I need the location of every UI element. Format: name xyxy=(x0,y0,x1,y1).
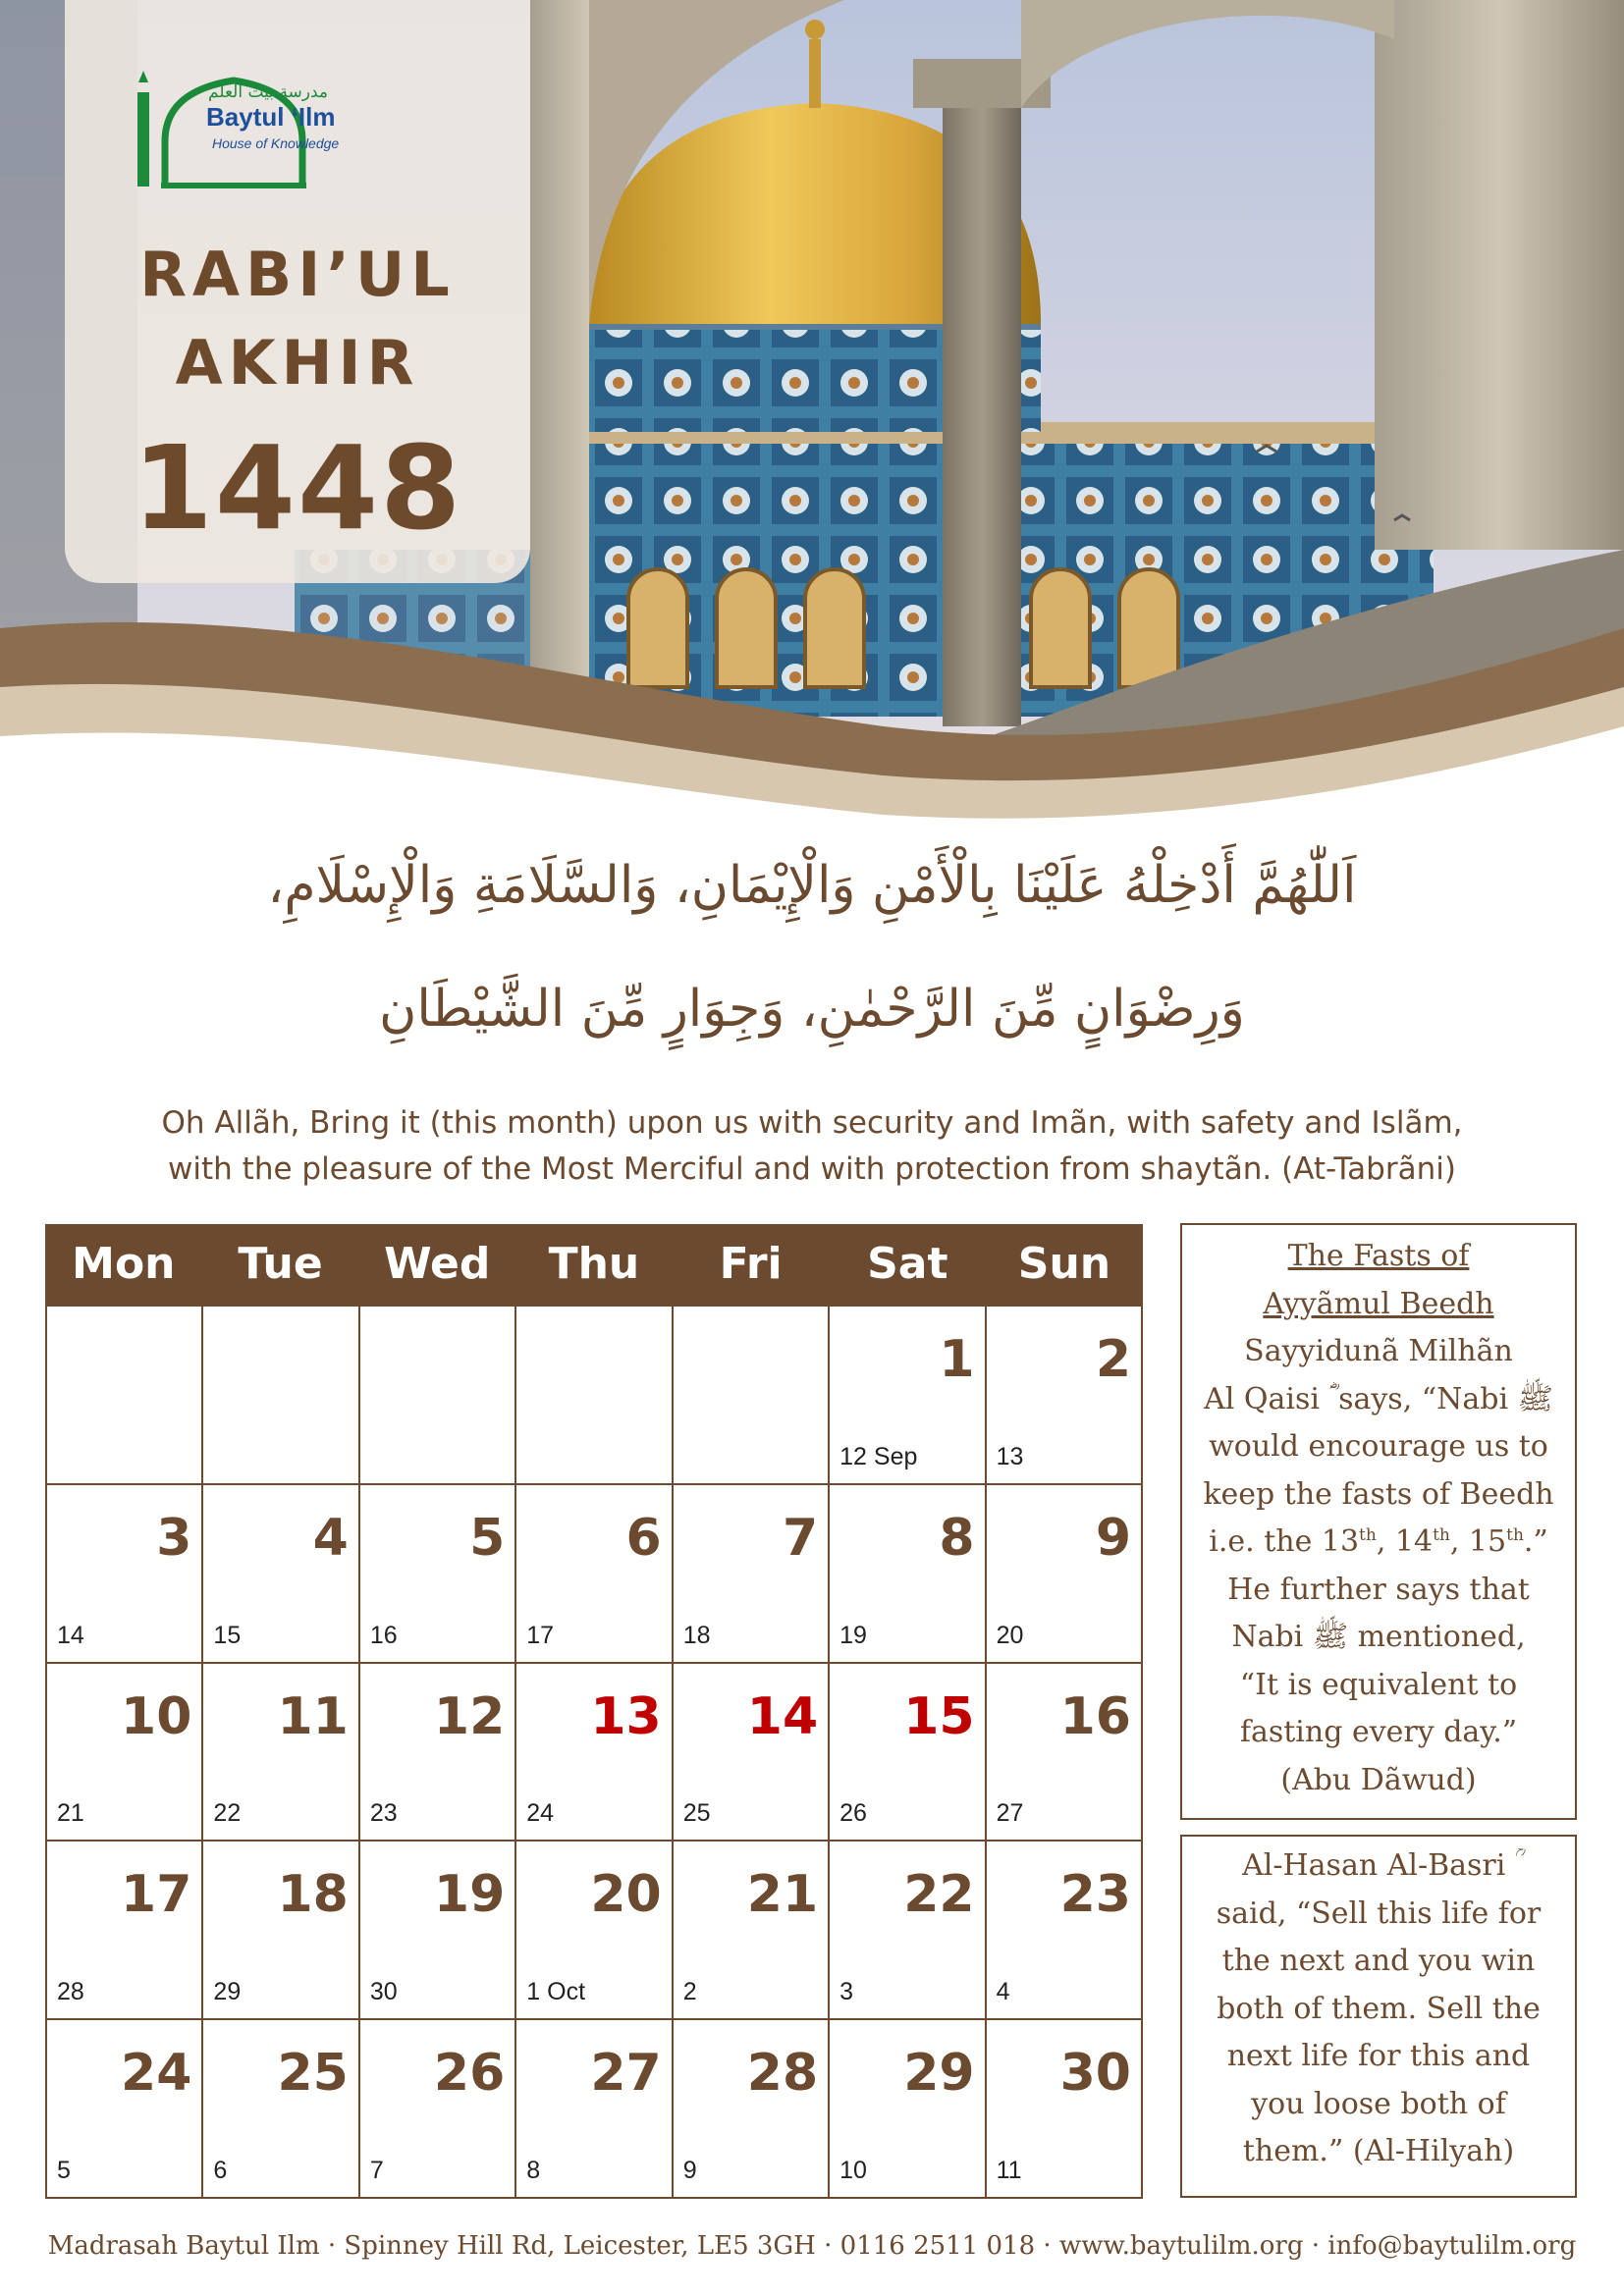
quote-text: the next and you win xyxy=(1221,1944,1536,1978)
gregorian-date: 17 xyxy=(526,1621,555,1649)
gregorian-date: 6 xyxy=(213,2157,228,2184)
fasts-box-text: would encourage us to xyxy=(1209,1429,1548,1464)
hijri-day-number: 6 xyxy=(625,1508,662,1568)
hijri-day-number: 30 xyxy=(1059,2044,1131,2104)
gregorian-date: 21 xyxy=(57,1799,84,1828)
gregorian-date: 20 xyxy=(996,1621,1024,1649)
gregorian-date: 26 xyxy=(839,1799,867,1828)
calendar-day-cell xyxy=(674,1842,830,2020)
hijri-day-number: 23 xyxy=(1059,1865,1131,1925)
calendar-day-cell xyxy=(47,1485,203,1664)
dates-text: i.e. the 13 xyxy=(1209,1524,1360,1559)
calendar-day-cell xyxy=(830,1307,986,1485)
gregorian-date: 5 xyxy=(57,2157,71,2184)
calendar-day-cell xyxy=(360,1842,516,2020)
gregorian-date: 7 xyxy=(369,2157,384,2184)
fasts-box-text: Al Qaisi ؓ says, “Nabi ﷺ xyxy=(1204,1381,1553,1416)
calendar-day-cell xyxy=(203,1307,359,1485)
quote-text: you loose both of xyxy=(1251,2086,1506,2121)
hijri-day-number: 1 xyxy=(939,1330,975,1389)
fasts-box-text: fasting every day.” xyxy=(1239,1715,1518,1749)
dua-translation-line2: with the pleasure of the Most Merciful and with protection from shaytãn. (At-Tabrãni) xyxy=(168,1151,1456,1187)
gregorian-date: 8 xyxy=(526,2157,541,2184)
hijri-day-number: 15 xyxy=(903,1686,975,1746)
hijri-day-number: 28 xyxy=(746,2044,819,2104)
logo-name: Baytul ‘Ilm xyxy=(206,102,336,132)
calendar-day-cell xyxy=(830,2020,986,2199)
hijri-day-number: 12 xyxy=(433,1686,506,1746)
gregorian-date: 22 xyxy=(213,1799,242,1828)
fasts-box-text: keep the fasts of Beedh xyxy=(1203,1476,1554,1512)
calendar-day-cell xyxy=(674,1664,830,1842)
gregorian-date: 19 xyxy=(839,1621,867,1649)
hijri-day-number: 13 xyxy=(590,1686,662,1746)
calendar-day-cell xyxy=(830,1664,986,1842)
fasts-box-title-line2: Ayyãmul Beedh xyxy=(1263,1286,1494,1321)
hasan-basri-quote-box xyxy=(1180,1835,1577,2198)
calendar-day-cell xyxy=(987,2020,1143,2199)
hijri-day-number: 24 xyxy=(121,2044,192,2104)
hijri-day-number: 17 xyxy=(121,1865,192,1925)
dates-text: , 14 xyxy=(1376,1524,1434,1559)
calendar-day-cell xyxy=(203,1485,359,1664)
month-name-line2: AKHIR xyxy=(175,327,420,399)
dates-text: , 15 xyxy=(1449,1524,1507,1559)
gregorian-date: 1 Oct xyxy=(526,1978,586,2006)
gregorian-date: 13 xyxy=(996,1442,1024,1470)
calendar-day-cell xyxy=(47,1842,203,2020)
fasts-box-text: “It is equivalent to xyxy=(1239,1667,1518,1702)
weekday-tue: Tue xyxy=(238,1239,323,1289)
weekday-sun: Sun xyxy=(1017,1239,1111,1289)
calendar-day-cell xyxy=(674,1307,830,1485)
quote-text: Al-Hasan Al-Basri ؒ xyxy=(1242,1848,1515,1883)
dua-translation-line1: Oh Allãh, Bring it (this month) upon us with security and Imãn, with safety and Islãm, xyxy=(161,1105,1463,1141)
calendar-day-cell xyxy=(516,1307,673,1485)
month-calendar xyxy=(45,1224,1143,2199)
dua-arabic-line2: وَرِضْوَانٍ مِّنَ الرَّحْمٰنِ، وَجِوَارٍ مِّنَ الشَّيْطَانِ xyxy=(379,980,1245,1039)
calendar-day-cell xyxy=(360,1664,516,1842)
gregorian-date: 28 xyxy=(57,1978,84,2006)
dua-arabic-line1: اَللّٰهُمَّ أَدْخِلْهُ عَلَيْنَا بِالْأَمْنِ وَالْإِيْمَانِ، وَالسَّلَامَةِ وَالْإِسْلَامِ، xyxy=(267,856,1357,915)
gregorian-date: 29 xyxy=(213,1978,242,2006)
quote-text: both of them. Sell the xyxy=(1217,1991,1541,2026)
gregorian-date: 14 xyxy=(57,1621,84,1649)
hijri-day-number: 14 xyxy=(746,1686,819,1746)
weekday-thu: Thu xyxy=(548,1239,640,1289)
calendar-grid xyxy=(45,1305,1143,2199)
calendar-day-cell xyxy=(674,1485,830,1664)
gregorian-date: 10 xyxy=(839,2157,867,2184)
fasts-box-title-line1: The Fasts of xyxy=(1287,1239,1470,1273)
gregorian-date: 23 xyxy=(369,1799,398,1828)
gregorian-date: 9 xyxy=(682,2157,697,2184)
madrasah-logo xyxy=(135,65,401,192)
calendar-day-cell xyxy=(830,1485,986,1664)
hijri-day-number: 5 xyxy=(469,1508,506,1568)
hijri-day-number: 16 xyxy=(1059,1686,1131,1746)
gregorian-date: 11 xyxy=(996,2157,1022,2184)
gregorian-date: 3 xyxy=(839,1978,854,2006)
hijri-year: 1448 xyxy=(132,420,463,556)
gregorian-date: 18 xyxy=(682,1621,711,1649)
hijri-day-number: 29 xyxy=(903,2044,975,2104)
fasts-box-text: Nabi ﷺ mentioned, xyxy=(1231,1620,1526,1654)
hijri-day-number: 10 xyxy=(121,1686,192,1746)
ordinal-suffix: th xyxy=(1359,1525,1377,1545)
hijri-day-number: 19 xyxy=(433,1865,506,1925)
weekday-sat: Sat xyxy=(867,1239,948,1289)
calendar-day-cell xyxy=(360,1307,516,1485)
hijri-day-number: 20 xyxy=(590,1865,662,1925)
calendar-day-cell xyxy=(360,2020,516,2199)
gregorian-date: 24 xyxy=(526,1799,555,1828)
logo-arabic-text: مدرسة بيت العلم xyxy=(208,82,329,102)
calendar-day-cell xyxy=(47,1664,203,1842)
fasts-box-text: He further says that xyxy=(1227,1572,1530,1607)
calendar-day-cell xyxy=(987,1307,1143,1485)
quote-text: them.” (Al-Hilyah) xyxy=(1242,2134,1515,2168)
gregorian-date: 12 Sep xyxy=(839,1442,918,1470)
weekday-mon: Mon xyxy=(72,1239,176,1289)
fasts-of-beedh-box xyxy=(1180,1223,1577,1820)
calendar-day-cell xyxy=(987,1485,1143,1664)
hijri-day-number: 8 xyxy=(939,1508,975,1568)
quote-text: said, “Sell this life for xyxy=(1216,1896,1542,1931)
quote-text: next life for this and xyxy=(1226,2039,1531,2073)
logo-tagline: House of Knowledge xyxy=(212,135,340,151)
gregorian-date: 2 xyxy=(682,1978,697,2006)
calendar-day-cell xyxy=(203,1664,359,1842)
ordinal-suffix: th xyxy=(1506,1525,1524,1545)
hijri-day-number: 4 xyxy=(312,1508,349,1568)
calendar-day-cell xyxy=(987,1842,1143,2020)
gregorian-date: 16 xyxy=(369,1621,398,1649)
hijri-day-number: 7 xyxy=(782,1508,819,1568)
calendar-day-cell xyxy=(516,1485,673,1664)
hijri-day-number: 3 xyxy=(156,1508,192,1568)
weekday-wed: Wed xyxy=(384,1239,491,1289)
calendar-day-cell xyxy=(47,1307,203,1485)
hijri-day-number: 9 xyxy=(1095,1508,1131,1568)
calendar-day-cell xyxy=(830,1842,986,2020)
contact-footer: Madrasah Baytul Ilm · Spinney Hill Rd, Leicester, LE5 3GH · 0116 2511 018 · www.baytulilm.org · info@baytulilm.org xyxy=(47,2231,1577,2261)
gregorian-date: 15 xyxy=(213,1621,242,1649)
hijri-day-number: 25 xyxy=(277,2044,349,2104)
hijri-day-number: 21 xyxy=(746,1865,819,1925)
fasts-box-text: Sayyidunã Milhãn xyxy=(1244,1334,1513,1368)
hijri-day-number: 27 xyxy=(590,2044,662,2104)
hijri-day-number: 22 xyxy=(903,1865,975,1925)
calendar-day-cell xyxy=(516,1664,673,1842)
gregorian-date: 4 xyxy=(996,1978,1010,2006)
hijri-day-number: 2 xyxy=(1095,1330,1131,1389)
calendar-day-cell xyxy=(203,1842,359,2020)
calendar-day-cell xyxy=(987,1664,1143,1842)
hijri-day-number: 26 xyxy=(433,2044,506,2104)
calendar-day-cell xyxy=(47,2020,203,2199)
fasts-box-text: (Abu Dãwud) xyxy=(1280,1762,1477,1797)
calendar-day-cell xyxy=(360,1485,516,1664)
calendar-day-cell xyxy=(674,2020,830,2199)
calendar-day-cell xyxy=(516,2020,673,2199)
dates-text: .” xyxy=(1523,1524,1548,1559)
calendar-day-cell xyxy=(516,1842,673,2020)
gregorian-date: 30 xyxy=(369,1978,398,2006)
weekday-header xyxy=(45,1224,1143,1305)
fasts-box-dates-line xyxy=(1182,1519,1575,1567)
month-name-line1: RABI’UL xyxy=(139,239,456,310)
hijri-day-number: 18 xyxy=(277,1865,349,1925)
gregorian-date: 25 xyxy=(682,1799,711,1828)
ordinal-suffix: th xyxy=(1433,1525,1450,1545)
calendar-day-cell xyxy=(203,2020,359,2199)
weekday-fri: Fri xyxy=(719,1239,783,1289)
hijri-day-number: 11 xyxy=(277,1686,349,1746)
gregorian-date: 27 xyxy=(996,1799,1024,1828)
